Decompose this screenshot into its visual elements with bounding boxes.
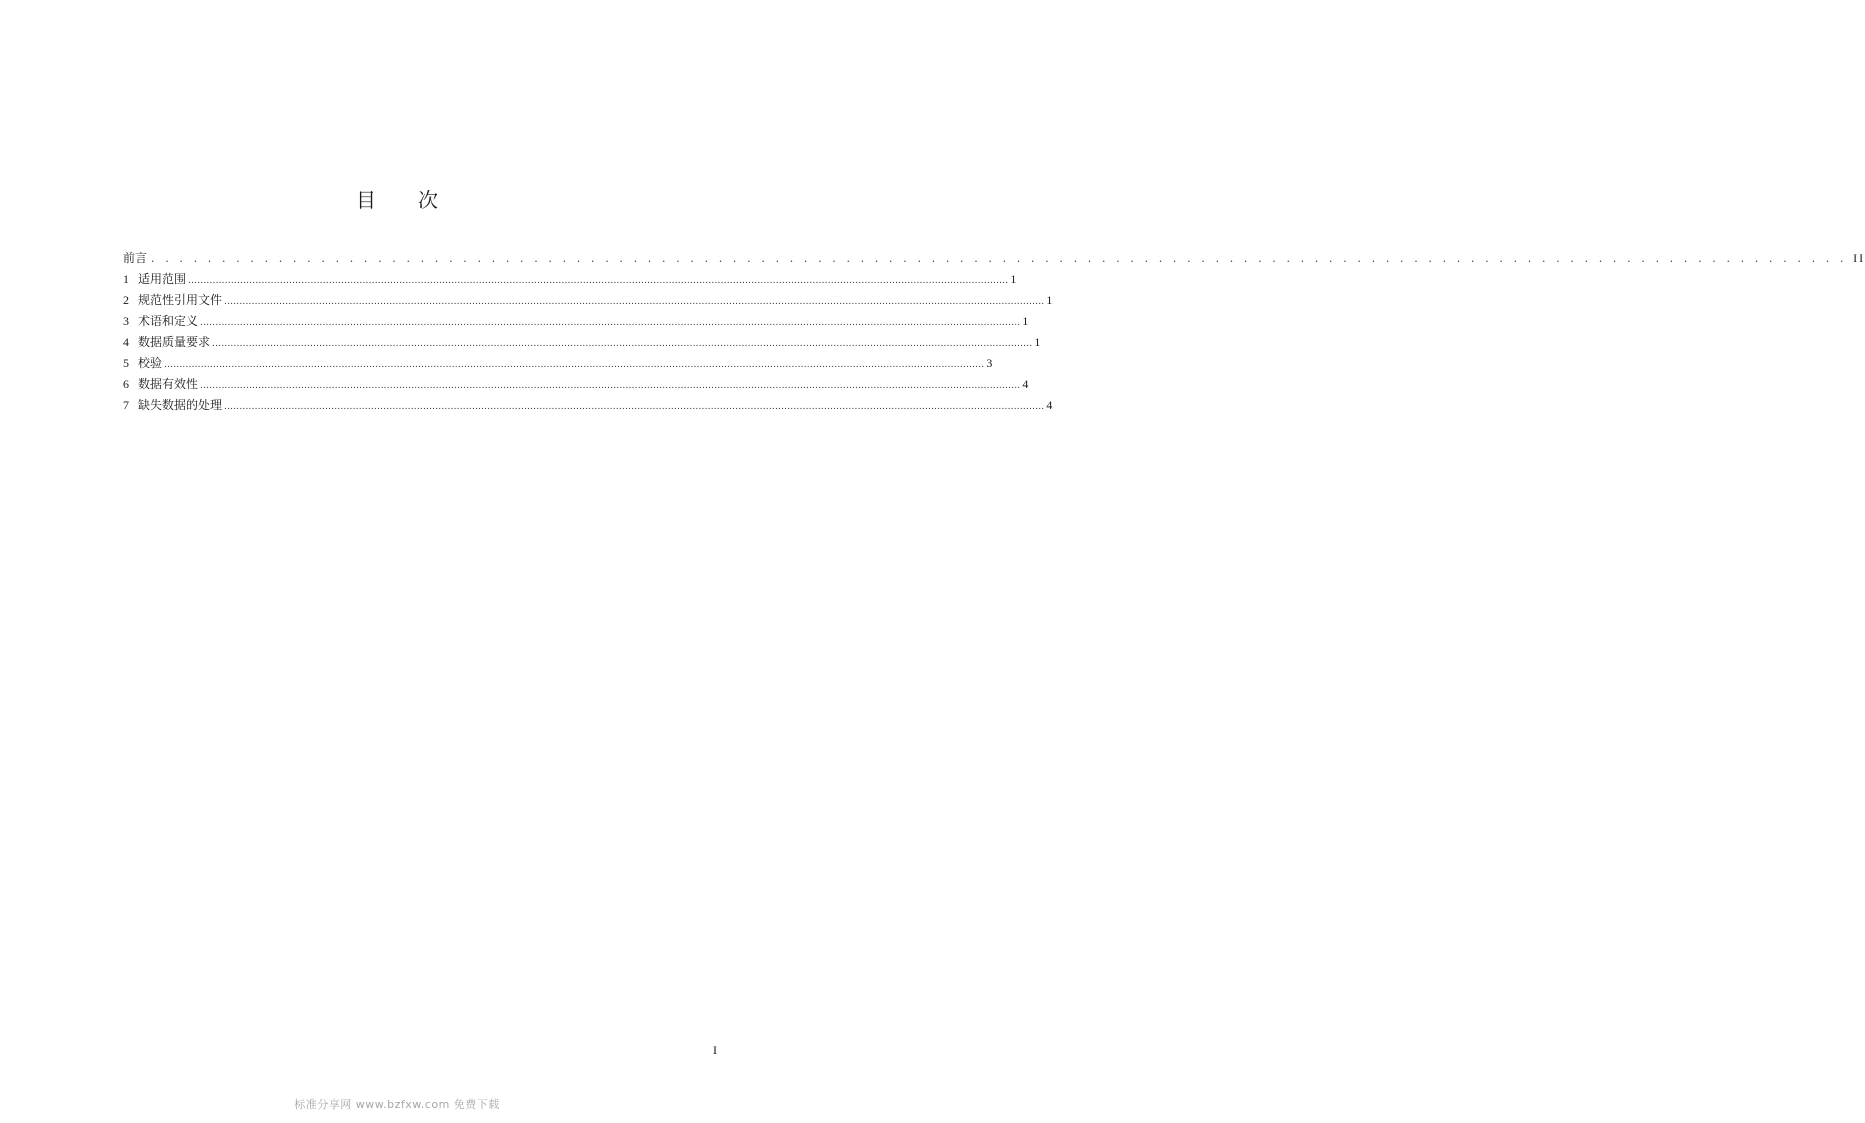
toc-entry-number: 1	[123, 272, 129, 286]
table-of-contents	[123, 250, 1865, 418]
toc-entry-page: 1	[1046, 293, 1053, 307]
toc-leader-dots: ............................................................................................................................................................................................................................................................................	[212, 339, 1033, 349]
toc-entry-4[interactable]	[123, 334, 1041, 355]
toc-entry-5[interactable]	[123, 355, 993, 376]
watermark: 标准分享网 www.bzfxw.com 免费下载	[294, 1098, 500, 1111]
toc-leader-dots: ............................................................................................................................................................................................................................................................................	[200, 381, 1021, 391]
toc-leader-dots: ............................................................................................................................................................................................................................................................................	[224, 297, 1045, 307]
page-title	[0, 184, 794, 213]
toc-leader-dots: ............................................................................................................................................................................................................................................................................	[224, 402, 1045, 412]
toc-entry-page: 1	[1010, 272, 1017, 286]
toc-entry-number: 5	[123, 356, 129, 370]
toc-leader-dots: ............................................................................................................................................................................................................................................................................	[188, 276, 1009, 286]
page-number: I	[713, 1043, 717, 1057]
toc-entry-3[interactable]	[123, 313, 1029, 334]
toc-entry-page: 4	[1022, 377, 1029, 391]
toc-entry-page: 3	[986, 356, 993, 370]
toc-entry-6[interactable]	[123, 376, 1029, 397]
toc-leader-dots: . . . . . . . . . . . . . . . . . . . . . . . . . . . . . . . . . . . . . . . . . . . . . . . . . . . . . . . . . . . . . . . . . . . . . . . . . . . . . . . . . . . . . . . . . . . . . . . . . . . . . . . . . . . . . . . . . . . . . . . .	[151, 252, 1848, 265]
toc-entry-number: 7	[123, 398, 129, 412]
toc-entry-page: 4	[1046, 398, 1053, 412]
toc-entry-page: 1	[1022, 314, 1029, 328]
toc-entry-1[interactable]	[123, 271, 1017, 292]
toc-entry-label: 术语和定义	[138, 314, 199, 328]
toc-entry-label: 规范性引用文件	[138, 293, 223, 307]
toc-entry-7[interactable]	[123, 397, 1053, 418]
toc-entry-label: 适用范围	[138, 272, 187, 286]
toc-entry-label: 数据质量要求	[138, 335, 211, 349]
toc-entry-number: 2	[123, 293, 129, 307]
toc-entry-2[interactable]	[123, 292, 1053, 313]
toc-entry-page: II	[1853, 251, 1865, 265]
toc-leader-dots: ............................................................................................................................................................................................................................................................................	[200, 318, 1021, 328]
toc-leader-dots: ............................................................................................................................................................................................................................................................................	[164, 360, 985, 370]
toc-entry-number: 6	[123, 377, 129, 391]
toc-entry-label: 前言	[123, 251, 148, 265]
title-char-2: 次	[418, 188, 438, 212]
toc-entry-number: 4	[123, 335, 129, 349]
toc-entry-label: 数据有效性	[138, 377, 199, 391]
title-char-1: 目	[356, 188, 376, 212]
toc-entry-page: 1	[1034, 335, 1041, 349]
toc-entry-foreword[interactable]	[123, 250, 1865, 271]
toc-entry-number: 3	[123, 314, 129, 328]
toc-entry-label: 校验	[138, 356, 163, 370]
toc-entry-label: 缺失数据的处理	[138, 398, 223, 412]
